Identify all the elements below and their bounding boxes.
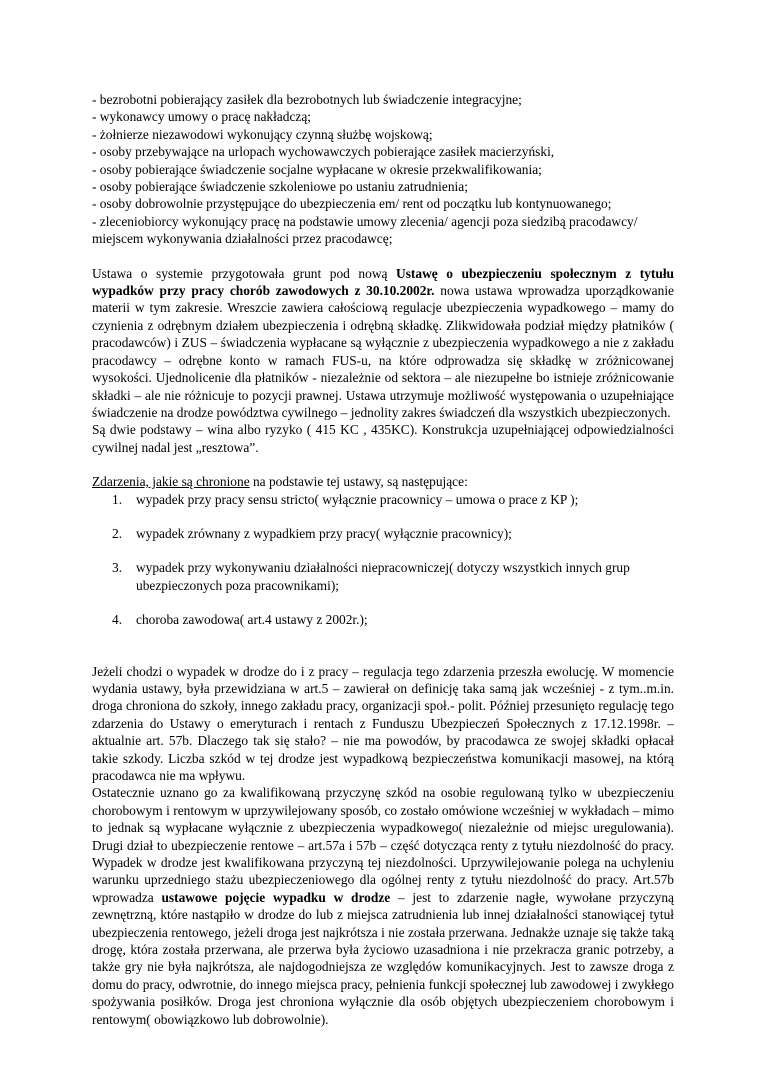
final-paragraph	[92, 784, 674, 1028]
list-number: 2.	[112, 525, 123, 541]
list-item: - osoby pobierające świadczenie socjalne wypłacane w okresie przekwalifikowania;	[92, 161, 542, 177]
list-item: - zleceniobiorcy wykonujący pracę na podstawie umowy zlecenia/ agencji poza siedzibą pracodawcy/ miejscem wykonywania działalności przez pracodawcę;	[92, 213, 638, 247]
list-item: - bezrobotni pobierający zasiłek dla bezrobotnych lub świadczenie integracyjne;	[92, 92, 522, 107]
list-text: choroba zawodowa( art.4 ustawy z 2002r.);	[136, 612, 368, 628]
commute-paragraph: Jeżeli chodzi o wypadek w drodze do i z pracy – regulacja tego zdarzenia przeszła ewolucję. W momencie wydania ustawy, była przewidziana w art.5 – zawierał on definicję taka samą jak wcześniej - z tym..m.in. droga chroniona do szkoły, innego zakładu pracy, organizacji społ.- polit. Później przesunięto regulację tego zdarzenia do Ustawy o emeryturach i rentach z Funduszu Ubezpieczeń Społecznych z 17.12.1998r. – aktualnie art. 57b. Dlaczego tak się stało? – nie ma powodów, by pracodawca ze swojej składki opłacał takie szkody. Liczba szkód w tej drodze jest wypadkową bezpieczeństwa komunikacji masowej, na którą pracodawca nie ma wpływu.	[92, 663, 674, 783]
act-title: Ustawę o ubezpieczeniu społecznym z tytułu wypadków przy pracy chorób zawodowych z 30.10.2002r.	[92, 265, 674, 299]
list-item: - osoby dobrowolnie przystępujące do ubezpieczenia em/ rent od początku lub kontynuowanego;	[92, 196, 612, 212]
list-text: wypadek zrównany z wypadkiem przy pracy( wyłącznie pracownicy);	[136, 525, 512, 541]
events-heading-underlined: Zdarzenia, jakie są chronione	[92, 474, 250, 490]
list-item: - osoby pobierające świadczenie szkoleniowe po ustaniu zatrudnienia;	[92, 179, 468, 195]
list-number: 3.	[112, 560, 123, 576]
events-list	[92, 491, 674, 629]
list-number: 4.	[112, 612, 123, 628]
bases-paragraph: Są dwie podstawy – wina albo ryzyko ( 415 KC , 435KC). Konstrukcja uzupełniającej odpowiedzialności cywilnej nadal jest „resztowa”.	[92, 422, 674, 455]
final-bold-term: ustawowe pojęcie wypadku w drodze	[161, 889, 391, 905]
list-item	[92, 611, 674, 628]
final-part2: – jest to zdarzenie nagłe, wywołane przyczyną zewnętrzną, które nastąpiło w drodze do lub z miejsca zatrudnienia lub innej działalności stanowiącej tytuł ubezpieczenia rentowego, jeżeli droga jest najkrótsza i nie została przerwana. Jednakże uznaje się także taką drogę, która została przerwana, ale przerwa była życiowo uzasadniona i nie przekracza granic potrzeby, a także gry nie była najkrótsza, ale najdogodniejsza ze względów komunikacyjnych. Jest to zawsze droga z domu do pracy, odwrotnie, do innego miejsca pracy, pełnienia funkcji społecznej lub zawodowej i zwykłego spożywania posiłków. Droga jest chroniona wyłącznie dla osób objętych ubezpieczeniem chorobowym i rentowym( obowiązkowo lub dobrowolnie).	[92, 889, 674, 1027]
list-item	[92, 525, 674, 542]
list-item: - wykonawcy umowy o pracę nakładczą;	[92, 109, 311, 125]
events-heading	[92, 473, 674, 490]
act-rest: nowa ustawa wprowadza uporządkowanie materii w tym zakresie. Wreszcie zawiera całościową regulacje ubezpieczenia wypadkowego – mamy do czynienia z odrębnym działem ubezpieczenia i odrębną składkę. Zlikwidowała podział między płatników ( pracodawców) i ZUS – świadczenia wypłacane są wyłącznie z ubezpieczenia wypadkowego a nie z zakładu pracodawcy – odrębne konto w ramach FUS-u, na które odprowadza się składkę w zróżnicowanej wysokości. Ujednolicenie dla płatników - niezależnie od sektora – ale niezupełne bo istnieje zróżnicowanie składki – ale nie różnicuje to pozycji prawnej. Ustawa utrzymuje możliwość występowania o uzupełniające świadczenie na drodze powództwa cywilnego – jednolity zakres świadczeń dla wszystkich ubezpieczonych.	[92, 283, 674, 420]
document-page	[92, 91, 674, 1028]
list-number: 1.	[112, 491, 123, 507]
list-text: wypadek przy pracy sensu stricto( wyłącznie pracownicy – umowa o prace z KP );	[136, 491, 579, 507]
list-item: - żołnierze niezawodowi wykonujący czynną służbę wojskową;	[92, 126, 433, 142]
covered-persons-list	[92, 91, 674, 248]
list-item	[92, 491, 674, 508]
list-item	[92, 559, 674, 594]
act-intro: Ustawa o systemie przygotowała grunt pod nową	[92, 265, 397, 281]
act-paragraph	[92, 265, 674, 422]
events-heading-rest: na podstawie tej ustawy, są następujące:	[249, 474, 468, 490]
list-item: - osoby przebywające na urlopach wychowawczych pobierające zasiłek macierzyński,	[92, 144, 555, 160]
final-part1: Ostatecznie uznano go za kwalifikowaną przyczynę szkód na osobie regulowaną tylko w ubezpieczeniu chorobowym i rentowym w uprzywilejowany sposób, co zostało omówione wcześniej w wykładach – mimo to jednak są wypłacane wyłącznie z ubezpieczenia wypadkowego( niezależnie od miejsc uregulowania). Drugi dział to ubezpieczenie rentowe – art.57a i 57b – część dotycząca renty z tytułu niezdolność do pracy. Wypadek w drodze jest kwalifikowana przyczyną tej niezdolności. Uprzywilejowanie polega na uchyleniu warunku uprzedniego stażu ubezpieczeniowego dla ogólnej renty z tytułu niezdolność do pracy. Art.57b wprowadza	[92, 785, 674, 905]
list-text: wypadek przy wykonywaniu działalności niepracowniczej( dotyczy wszystkich innych grup ubezpieczonych poza pracownikami);	[136, 560, 630, 593]
